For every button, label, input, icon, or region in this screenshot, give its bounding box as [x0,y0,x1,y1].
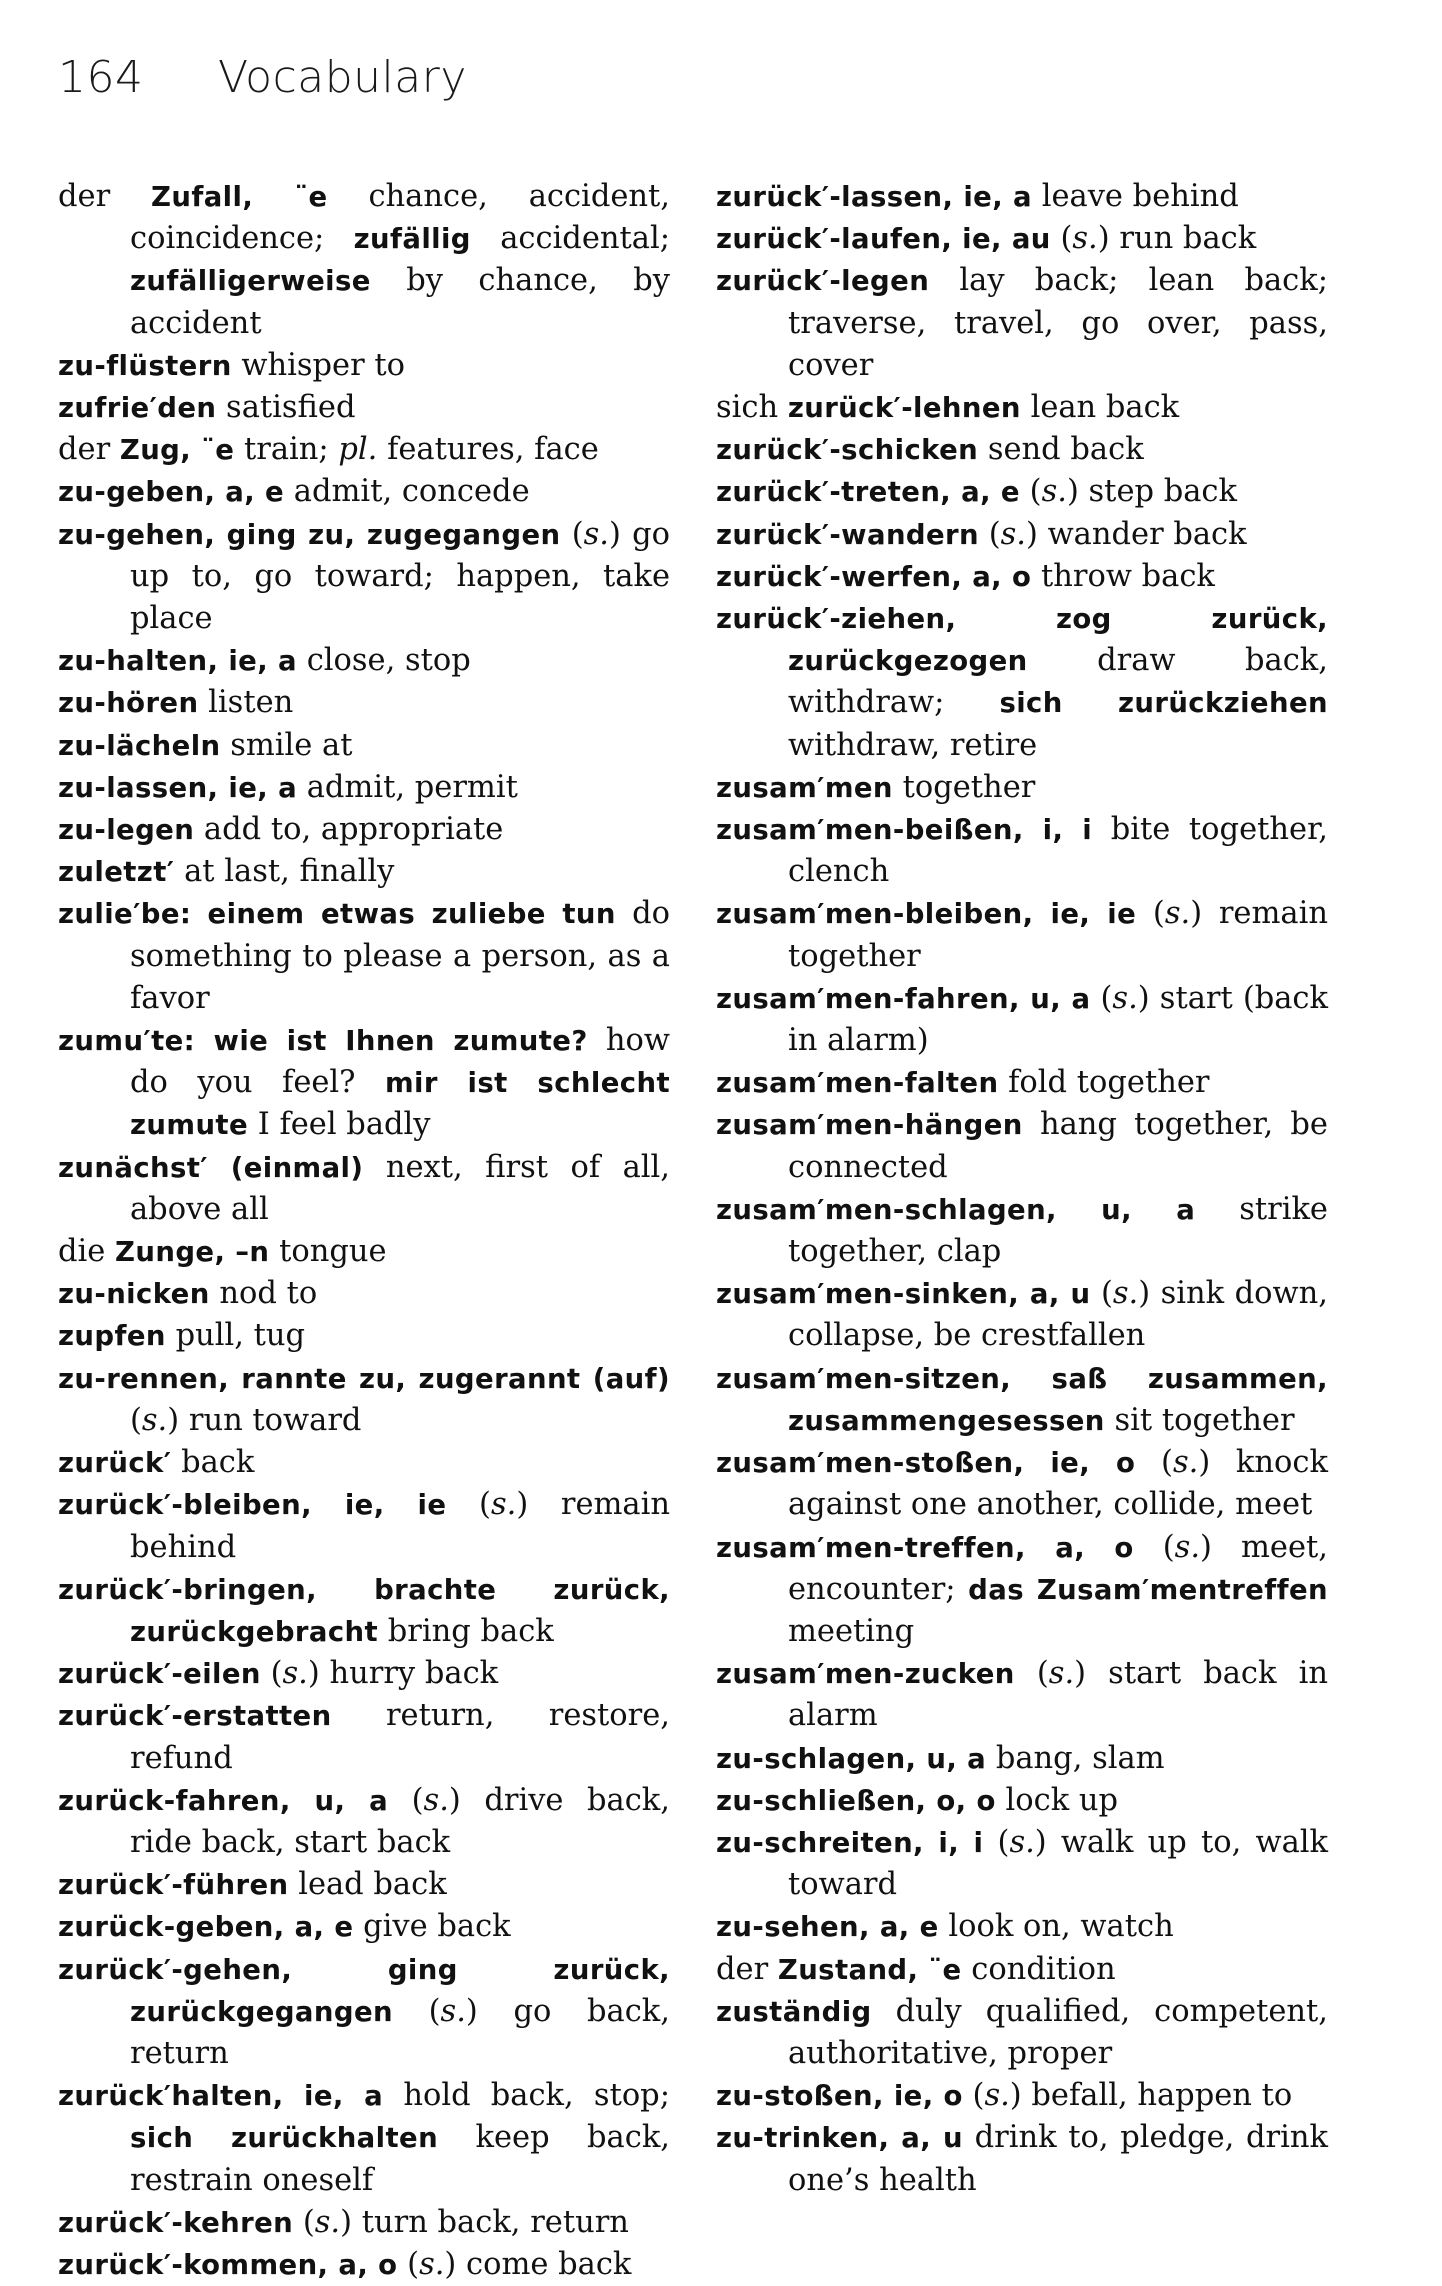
abbreviation: s. [314,2204,341,2240]
abbreviation: s. [419,2246,445,2282]
headword: zurück′-legen [716,265,930,298]
abbreviation: s. [141,1402,168,1438]
headword: zurück′-schicken [716,434,979,467]
headword: zu-flüstern [58,349,232,382]
dictionary-entry: zusam′men-sitzen, saß zusammen, zusammengesessen sit together [716,1362,1328,1438]
dictionary-entry: zu-nicken nod to [58,1276,318,1312]
headword: zu-halten, ie, a [58,645,298,678]
headword: zurück′-erstatten [58,1700,332,1733]
dictionary-entry: zu-stoßen, ie, o (s.) befall, happen to [716,2078,1293,2114]
headword: zurück′-laufen, ie, au [716,223,1051,256]
headword: zulie′be: [58,898,192,931]
dictionary-entry: zurück′-kehren (s.) turn back, return [58,2204,629,2240]
abbreviation: s. [1172,1445,1199,1481]
dictionary-entry: zurück′-wandern (s.) wander back [716,516,1247,552]
headword: zusam′men-sinken, a, u [716,1278,1091,1311]
dictionary-entry: zusam′men-treffen, a, o (s.) meet, encounter; das Zusam′mentreffen meeting [716,1529,1328,1649]
dictionary-entry: zulie′be: einem etwas zuliebe tun do something to please a person, as a favor [58,896,670,1016]
headword: zu-schlagen, u, a [716,1742,987,1775]
page-number: 164 [58,52,144,103]
dictionary-entry: zurück′-kommen, a, o (s.) come back [58,2246,632,2282]
headword: zusam′men-bleiben, ie, ie [716,898,1137,931]
dictionary-entry: zu-halten, ie, a close, stop [58,643,471,679]
headword: zu-hören [58,687,199,720]
abbreviation: s. [1041,474,1067,510]
abbreviation: s. [423,1782,449,1818]
headword: zusam′men-falten [716,1067,999,1100]
dictionary-entry: zurück-geben, a, e give back [58,1909,511,1945]
dictionary-entry: zu-trinken, a, u drink to, pledge, drink one’s health [716,2120,1328,2198]
headword: zurück′-wandern [716,518,979,551]
headword: zumu′te: wie ist Ihnen zumute? [58,1025,588,1058]
page-header [58,52,467,103]
headword: zurück′-bleiben, ie, ie [58,1489,447,1522]
headword: zunächst′ (einmal) [58,1151,364,1184]
dictionary-entry: zurück′-lassen, ie, a leave behind [716,179,1239,214]
headword: zusam′men-fahren, u, a [716,982,1091,1015]
dictionary-entry: zurück′ back [58,1445,255,1481]
headword: zusam′men-sitzen, saß zusammen, zusammengesessen [716,1362,1328,1437]
dictionary-entry: zurück′-laufen, ie, au (s.) run back [716,221,1257,257]
dictionary-entry: zusam′men together [716,769,1036,805]
headword: zu-stoßen, ie, o [716,2080,963,2113]
headword: zurück′-kommen, a, o [58,2248,398,2281]
headword: zurück′halten, ie, a [58,2080,384,2113]
dictionary-entry: zusam′men-fahren, u, a (s.) start (back in alarm) [716,980,1328,1059]
headword: zu-schreiten, i, i [716,1826,984,1859]
dictionary-entry: zu-schlagen, u, a bang, slam [716,1740,1165,1776]
abbreviation: s. [984,2078,1010,2114]
headword: zu-gehen, ging zu, zugegangen [58,518,561,551]
section-title: Vocabulary [217,52,467,103]
dictionary-entry: zusam′men-hängen hang together, be connected [716,1107,1328,1185]
dictionary-entry: zuletzt′ at last, finally [58,854,395,890]
headword: Zufall, ¨e [151,181,328,213]
headword: zufällig [353,223,471,256]
headword: zusam′men-stoßen, ie, o [716,1447,1136,1480]
dictionary-entry: zufrie′den satisfied [58,390,356,426]
headword: zu-trinken, a, u [716,2122,963,2155]
dictionary-entry: die Zunge, –n tongue [58,1234,387,1270]
dictionary-entry: zusam′men-schlagen, u, a strike together, clap [716,1191,1328,1270]
dictionary-entry: zu-sehen, a, e look on, watch [716,1909,1174,1945]
headword: zurück′-eilen [58,1658,261,1691]
headword: zurück-fahren, u, a [58,1784,389,1817]
abbreviation: s. [1112,1276,1139,1312]
dictionary-entry: der Zufall, ¨e chance, accident, coincidence; zufällig accidental; zufälligerweise by chance, by accident [58,179,670,341]
dictionary-entry: zurück′-bringen, brachte zurück, zurückgebracht bring back [58,1573,670,1649]
dictionary-entry: zuständig duly qualified, competent, authoritative, proper [716,1993,1328,2071]
dictionary-entry: zurück′-führen lead back [58,1867,447,1903]
dictionary-entry: zu-schreiten, i, i (s.) walk up to, walk toward [716,1824,1328,1903]
headword: zusam′men-zucken [716,1658,1015,1691]
headword: das Zusam′mentreffen [968,1573,1328,1606]
headword: Zug, ¨e [119,434,235,467]
dictionary-entry: zusam′men-zucken (s.) start back in alarm [716,1656,1328,1734]
abbreviation: s. [282,1656,308,1692]
dictionary-entry: zu-rennen, rannte zu, zugerannt (auf) (s.) run toward [58,1362,670,1438]
headword: zusam′men-treffen, a, o [716,1531,1134,1564]
headword: zusam′men-hängen [716,1109,1023,1142]
dictionary-entry: zusam′men-bleiben, ie, ie (s.) remain together [716,896,1328,974]
headword: zu-lassen, ie, a [58,771,298,804]
headword: zuletzt′ [58,856,175,889]
abbreviation: s. [1000,516,1026,552]
dictionary-entry: zurück′-legen lay back; lean back; traverse, travel, go over, pass, cover [716,263,1328,383]
abbreviation: s. [583,516,609,552]
abbreviation: s. [1072,221,1098,257]
headword: Zustand, ¨e [777,1953,962,1986]
headword: zupfen [58,1320,166,1353]
abbreviation: s. [1009,1824,1035,1860]
headword: zurück′-treten, a, e [716,476,1020,509]
headword: zurück′-kehren [58,2206,294,2239]
dictionary-entry: zurück′-ziehen, zog zurück, zurückgezogen draw back, withdraw; sich zurückziehen withdraw, retire [716,603,1328,763]
dictionary-entry: zumu′te: wie ist Ihnen zumute? how do you feel? mir ist schlecht zumute I feel badly [58,1023,670,1143]
dictionary-entry: zupfen pull, tug [58,1318,306,1354]
headword: zuständig [716,1995,872,2028]
abbreviation: s. [1112,980,1138,1016]
headword: zufälligerweise [130,265,371,298]
headword: zu-schließen, o, o [716,1784,996,1817]
dictionary-entry: zu-hören listen [58,685,294,721]
headword: zufrie′den [58,392,217,425]
dictionary-entry: zusam′men-sinken, a, u (s.) sink down, collapse, be crestfallen [716,1276,1328,1354]
abbreviation: s. [1048,1656,1075,1692]
dictionary-entry: der Zug, ¨e train; pl. features, face [58,432,599,468]
dictionary-entry: der Zustand, ¨e condition [716,1951,1116,1987]
headword: sich zurückziehen [999,687,1328,720]
right-column [716,176,1328,2202]
headword: zu-lächeln [58,729,221,762]
dictionary-entry: zurück′-schicken send back [716,432,1144,468]
dictionary-entry: zurück-fahren, u, a (s.) drive back, ride back, start back [58,1782,670,1860]
abbreviation: s. [490,1487,517,1523]
headword: zurück′-ziehen, zog zurück, zurückgezogen [716,603,1328,678]
dictionary-entry: zurück′-bleiben, ie, ie (s.) remain behind [58,1487,670,1565]
dictionary-entry: zu-lassen, ie, a admit, permit [58,769,518,805]
dictionary-entry: zurück′-werfen, a, o throw back [716,558,1215,594]
dictionary-entry: zurück′-eilen (s.) hurry back [58,1656,499,1692]
headword: zurück′-werfen, a, o [716,560,1032,593]
left-column [58,176,670,2286]
headword: mir ist schlecht zumute [130,1067,670,1142]
headword: zu-rennen, rannte zu, zugerannt (auf) [58,1362,670,1395]
dictionary-entry: sich zurück′-lehnen lean back [716,390,1180,426]
dictionary-entry: zurück′-gehen, ging zurück, zurückgegangen (s.) go back, return [58,1953,670,2071]
dictionary-entry: zusam′men-falten fold together [716,1065,1210,1101]
headword: zurück′-gehen, ging zurück, zurückgegangen [58,1953,670,2028]
headword: zusam′men-schlagen, u, a [716,1193,1196,1226]
headword: zurück′-führen [58,1869,289,1902]
headword: einem etwas zuliebe tun [207,898,616,931]
dictionary-entry: zusam′men-stoßen, ie, o (s.) knock against one another, collide, meet [716,1445,1328,1523]
abbreviation: s. [1174,1529,1201,1565]
headword: zurück′-bringen, brachte zurück, zurückgebracht [58,1573,670,1648]
abbreviation: s. [440,1993,466,2029]
headword: zurück-geben, a, e [58,1911,354,1944]
headword: zurück′-lassen, ie, a [716,181,1033,213]
headword: zu-sehen, a, e [716,1911,939,1944]
dictionary-entry: zurück′-treten, a, e (s.) step back [716,474,1237,510]
headword: Zunge, –n [115,1236,270,1269]
dictionary-entry: zu-schließen, o, o lock up [716,1782,1119,1818]
dictionary-entry: zunächst′ (einmal) next, first of all, above all [58,1149,670,1227]
dictionary-entry: zurück′-erstatten return, restore, refund [58,1698,670,1776]
abbreviation: pl. [338,432,378,468]
abbreviation: s. [1164,896,1191,932]
headword: zurück′-lehnen [787,392,1021,425]
headword: zurück′ [58,1447,172,1480]
dictionary-entry: zu-flüstern whisper to [58,347,405,383]
dictionary-entry: zu-geben, a, e admit, concede [58,474,530,510]
headword: zusam′men [716,771,893,804]
dictionary-entry: zusam′men-beißen, i, i bite together, clench [716,812,1328,890]
dictionary-entry: zu-lächeln smile at [58,727,353,763]
headword: sich zurückhalten [130,2122,439,2155]
dictionary-entry: zu-gehen, ging zu, zugegangen (s.) go up to, go toward; happen, take place [58,516,670,637]
headword: zu-nicken [58,1278,210,1311]
headword: zusam′men-beißen, i, i [716,814,1093,847]
headword: zu-legen [58,814,195,847]
headword: zu-geben, a, e [58,476,285,509]
dictionary-entry: zu-legen add to, appropriate [58,812,504,848]
dictionary-entry: zurück′halten, ie, a hold back, stop; sich zurückhalten keep back, restrain oneself [58,2078,670,2198]
